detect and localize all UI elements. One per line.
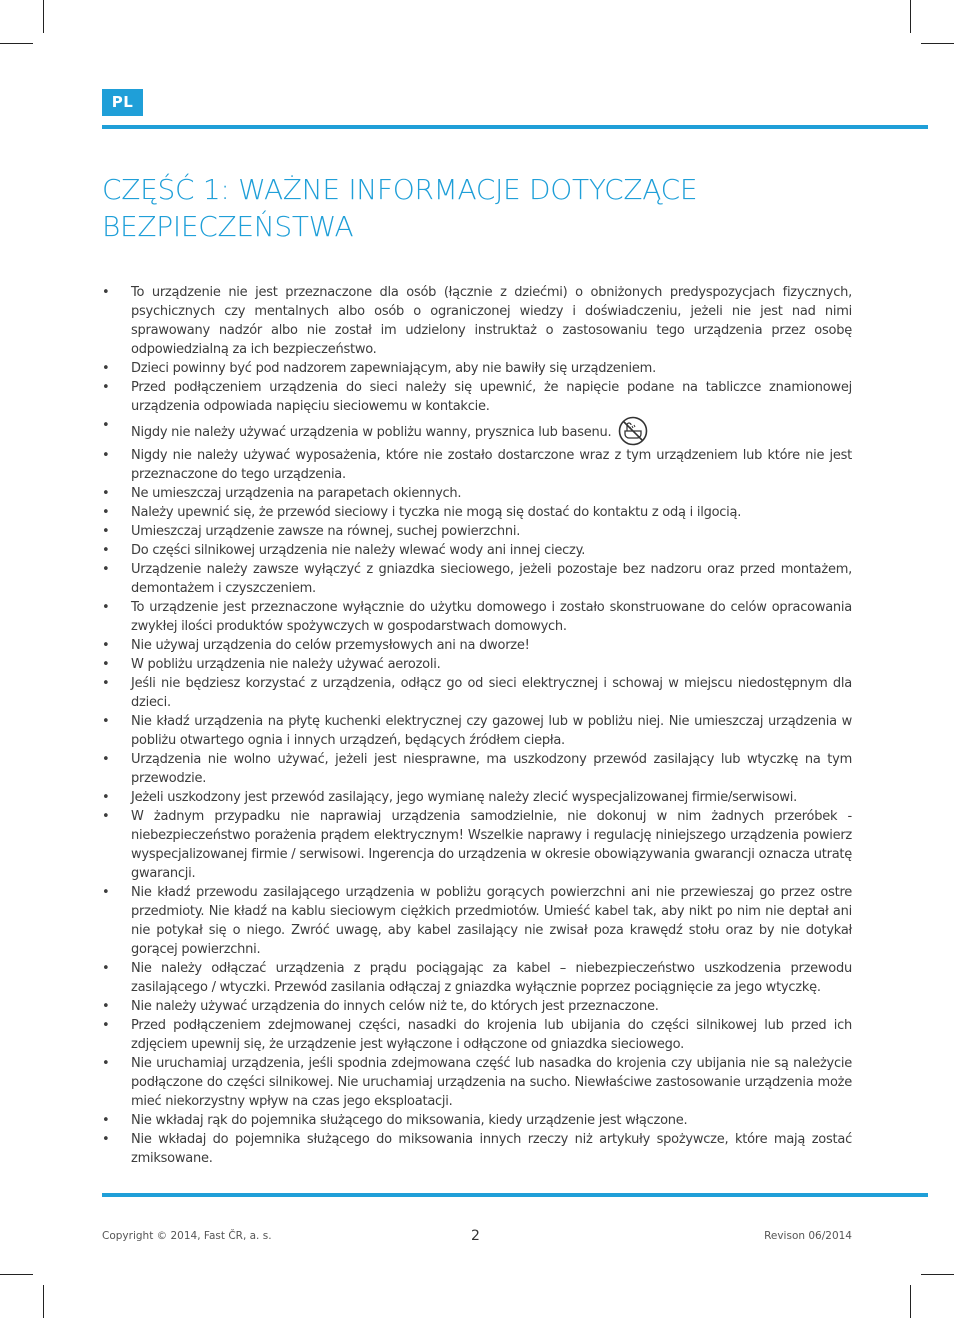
page-number: 2 bbox=[471, 1228, 480, 1244]
bullet: • bbox=[102, 1113, 110, 1128]
list-item: • Nie należy odłączać urządzenia z prądu pociągając za kabel – niebezpieczeństwo uszkodzenia przewodu zasilającego / wtyczki. Przewód zasilania odłączaj z gniazdka wyłącznie poprzez pociągnięcie za jego wtyczkę. bbox=[102, 961, 852, 995]
bullet: • bbox=[102, 524, 110, 539]
list-item: • Należy upewnić się, że przewód sieciowy i tyczka nie mogą się dostać do kontaktu z odą i ilgocią. bbox=[102, 505, 742, 520]
crop-mark bbox=[910, 1285, 911, 1318]
list-item: • Nie wkładaj do pojemnika służącego do miksowania innych rzeczy niż artykuły spożywcze, które mają zostać zmiksowane. bbox=[102, 1132, 852, 1166]
list-item: • Do części silnikowej urządzenia nie należy wlewać wody ani innej cieczy. bbox=[102, 543, 586, 558]
list-item: • To urządzenie nie jest przeznaczone dla osób (łącznie z dziećmi) o obniżonych predyspozycjach fizycznych, psychicznych czy mentalnych albo osób o ograniczonej wiedzy i doświadczeniu, jeżeli nie jest nad nimi sprawowany nadzór albo nie został im udzielony instruktaż o zastosowaniu tego urządzenia przez osobę odpowiedzialną za ich bezpieczeństwo. bbox=[102, 285, 852, 357]
crop-mark bbox=[910, 0, 911, 33]
list-item: • Urządzenia nie wolno używać, jeżeli jest niesprawne, ma uszkodzony przewód zasilający lub wtyczkę na tym przewodzie. bbox=[102, 752, 852, 786]
list-item: • Nie kładź urządzenia na płytę kuchenki elektrycznej czy gazowej lub w pobliżu niej. Nie umieszczaj urządzenia w pobliżu otwartego ognia i innych urządzeń, będących źródłem ciepła. bbox=[102, 714, 852, 748]
crop-mark bbox=[921, 1274, 954, 1275]
bullet: • bbox=[102, 380, 110, 395]
bullet: • bbox=[102, 809, 110, 824]
section-title: CZĘŚĆ 1: WAŻNE INFORMACJE DOTYCZĄCE BEZPIECZEŃSTWA bbox=[102, 173, 698, 243]
list-item: • Ne umieszczaj urządzenia na parapetach okiennych. bbox=[102, 486, 462, 501]
crop-mark bbox=[43, 1285, 44, 1318]
list-item: • Przed podłączeniem zdejmowanej części, nasadki do krojenia lub ubijania do części silnikowej lub przed ich zdjęciem upewnij się, że urządzenie jest wyłączone i odłączone od gniazdka sieciowego. bbox=[102, 1018, 852, 1052]
list-item: • W żadnym przypadku nie naprawiaj urządzenia samodzielnie, nie dokonuj w nim żadnych przeróbek - niebezpieczeństwo porażenia prądem elektrycznym! Wszelkie naprawy i regulację niniejszego urządzenia powierz wyspecjalizowanej firmie / serwisowi. Ingerencja do urządzenia w okresie obowiązywania gwarancji oznacza utratę gwarancji. bbox=[102, 809, 852, 881]
bullet: • bbox=[102, 714, 110, 729]
footer-copyright: Copyright © 2014, Fast ČR, a. s. bbox=[102, 1230, 272, 1242]
list-item: • To urządzenie jest przeznaczone wyłącznie do użytku domowego i zostało skonstruowane do celów opracowania zwykłej ilości produktów spożywczych w gospodarstwach domowych. bbox=[102, 600, 852, 634]
bullet: • bbox=[102, 448, 110, 463]
bullet: • bbox=[102, 285, 110, 300]
bullet: • bbox=[102, 1018, 110, 1033]
safety-list bbox=[102, 283, 852, 1168]
list-item: • Nie uruchamiaj urządzenia, jeśli spodnia zdejmowana część lub nasadka do krojenia czy ubijania nie są należycie podłączone do części silnikowej. Nie uruchamiaj urządzenia na sucho. Niewłaściwe zastosowanie urządzenia może mieć niekorzystny wpływ na czas jego eksploatacji. bbox=[102, 1056, 852, 1109]
language-tag: PL bbox=[102, 89, 143, 116]
bullet: • bbox=[102, 600, 110, 615]
crop-mark bbox=[921, 43, 954, 44]
list-item: • Umieszczaj urządzenie zawsze na równej, suchej powierzchni. bbox=[102, 524, 521, 539]
footer-rule bbox=[102, 1193, 928, 1197]
bullet: • bbox=[102, 752, 110, 767]
bullet: • bbox=[102, 885, 110, 900]
list-item: • Jeżeli uszkodzony jest przewód zasilający, jego wymianę należy zlecić wyspecjalizowanej firmie/serwisowi. bbox=[102, 790, 798, 805]
list-item: • Nigdy nie należy używać wyposażenia, które nie zostało dostarczone wraz z tym urządzeniem lub które nie jest przeznaczone do tego urządzenia. bbox=[102, 448, 852, 482]
crop-mark bbox=[43, 0, 44, 33]
bullet: • bbox=[102, 790, 110, 805]
list-item: • Nie używaj urządzenia do celów przemysłowych ani na dworze! bbox=[102, 638, 530, 653]
bullet: • bbox=[102, 486, 110, 501]
bullet: • bbox=[102, 999, 110, 1014]
bullet: • bbox=[102, 1132, 110, 1147]
list-item: • Urządzenie należy zawsze wyłączyć z gniazdka sieciowego, jeżeli pozostaje bez nadzoru oraz przed montażem, demontażem i czyszczeniem. bbox=[102, 562, 852, 596]
bullet: • bbox=[102, 562, 110, 577]
bullet: • bbox=[102, 543, 110, 558]
list-item: • Przed podłączeniem urządzenia do sieci należy się upewnić, że napięcie podane na tabliczce znamionowej urządzenia odpowiada napięciu sieciowemu w kontakcie. bbox=[102, 380, 852, 414]
bullet: • bbox=[102, 418, 110, 433]
bullet: • bbox=[102, 1056, 110, 1071]
bullet: • bbox=[102, 657, 110, 672]
list-item: • Nie wkładaj rąk do pojemnika służącego do miksowania, kiedy urządzenie jest włączone. bbox=[102, 1113, 688, 1128]
list-item: • Nie należy używać urządzenia do innych celów niż te, do których jest przeznaczone. bbox=[102, 999, 659, 1014]
list-item: • Jeśli nie będziesz korzystać z urządzenia, odłącz go od sieci elektrycznej i schowaj w miejscu niedostępnym dla dzieci. bbox=[102, 676, 852, 710]
list-item: • Nie kładź przewodu zasilającego urządzenia w pobliżu gorących powierzchni ani nie przewieszaj go przez ostre przedmioty. Nie kładź na kablu sieciowym ciężkich przedmiotów. Umieść kabel tak, aby nikt po nim nie deptał ani nie potykał się o niego. Zwróć uwagę, aby kabel zasilający nie zwisał poza krawędź stołu oraz by nie dotykał gorącej powierzchni. bbox=[102, 885, 852, 957]
list-item: • Dzieci powinny być pod nadzorem zapewniającym, aby nie bawiły się urządzeniem. bbox=[102, 361, 656, 376]
crop-mark bbox=[0, 1274, 33, 1275]
list-item: • Nigdy nie należy używać urządzenia w pobliżu wanny, prysznica lub basenu. bbox=[102, 416, 852, 446]
footer-revision: Revison 06/2014 bbox=[764, 1230, 852, 1242]
bullet: • bbox=[102, 961, 110, 976]
bullet: • bbox=[102, 505, 110, 520]
bullet: • bbox=[102, 638, 110, 653]
no-bath-icon bbox=[618, 416, 648, 446]
header-rule bbox=[102, 125, 928, 129]
bullet: • bbox=[102, 676, 110, 691]
list-item: • W pobliżu urządzenia nie należy używać aerozoli. bbox=[102, 657, 441, 672]
crop-mark bbox=[0, 43, 33, 44]
bullet: • bbox=[102, 361, 110, 376]
